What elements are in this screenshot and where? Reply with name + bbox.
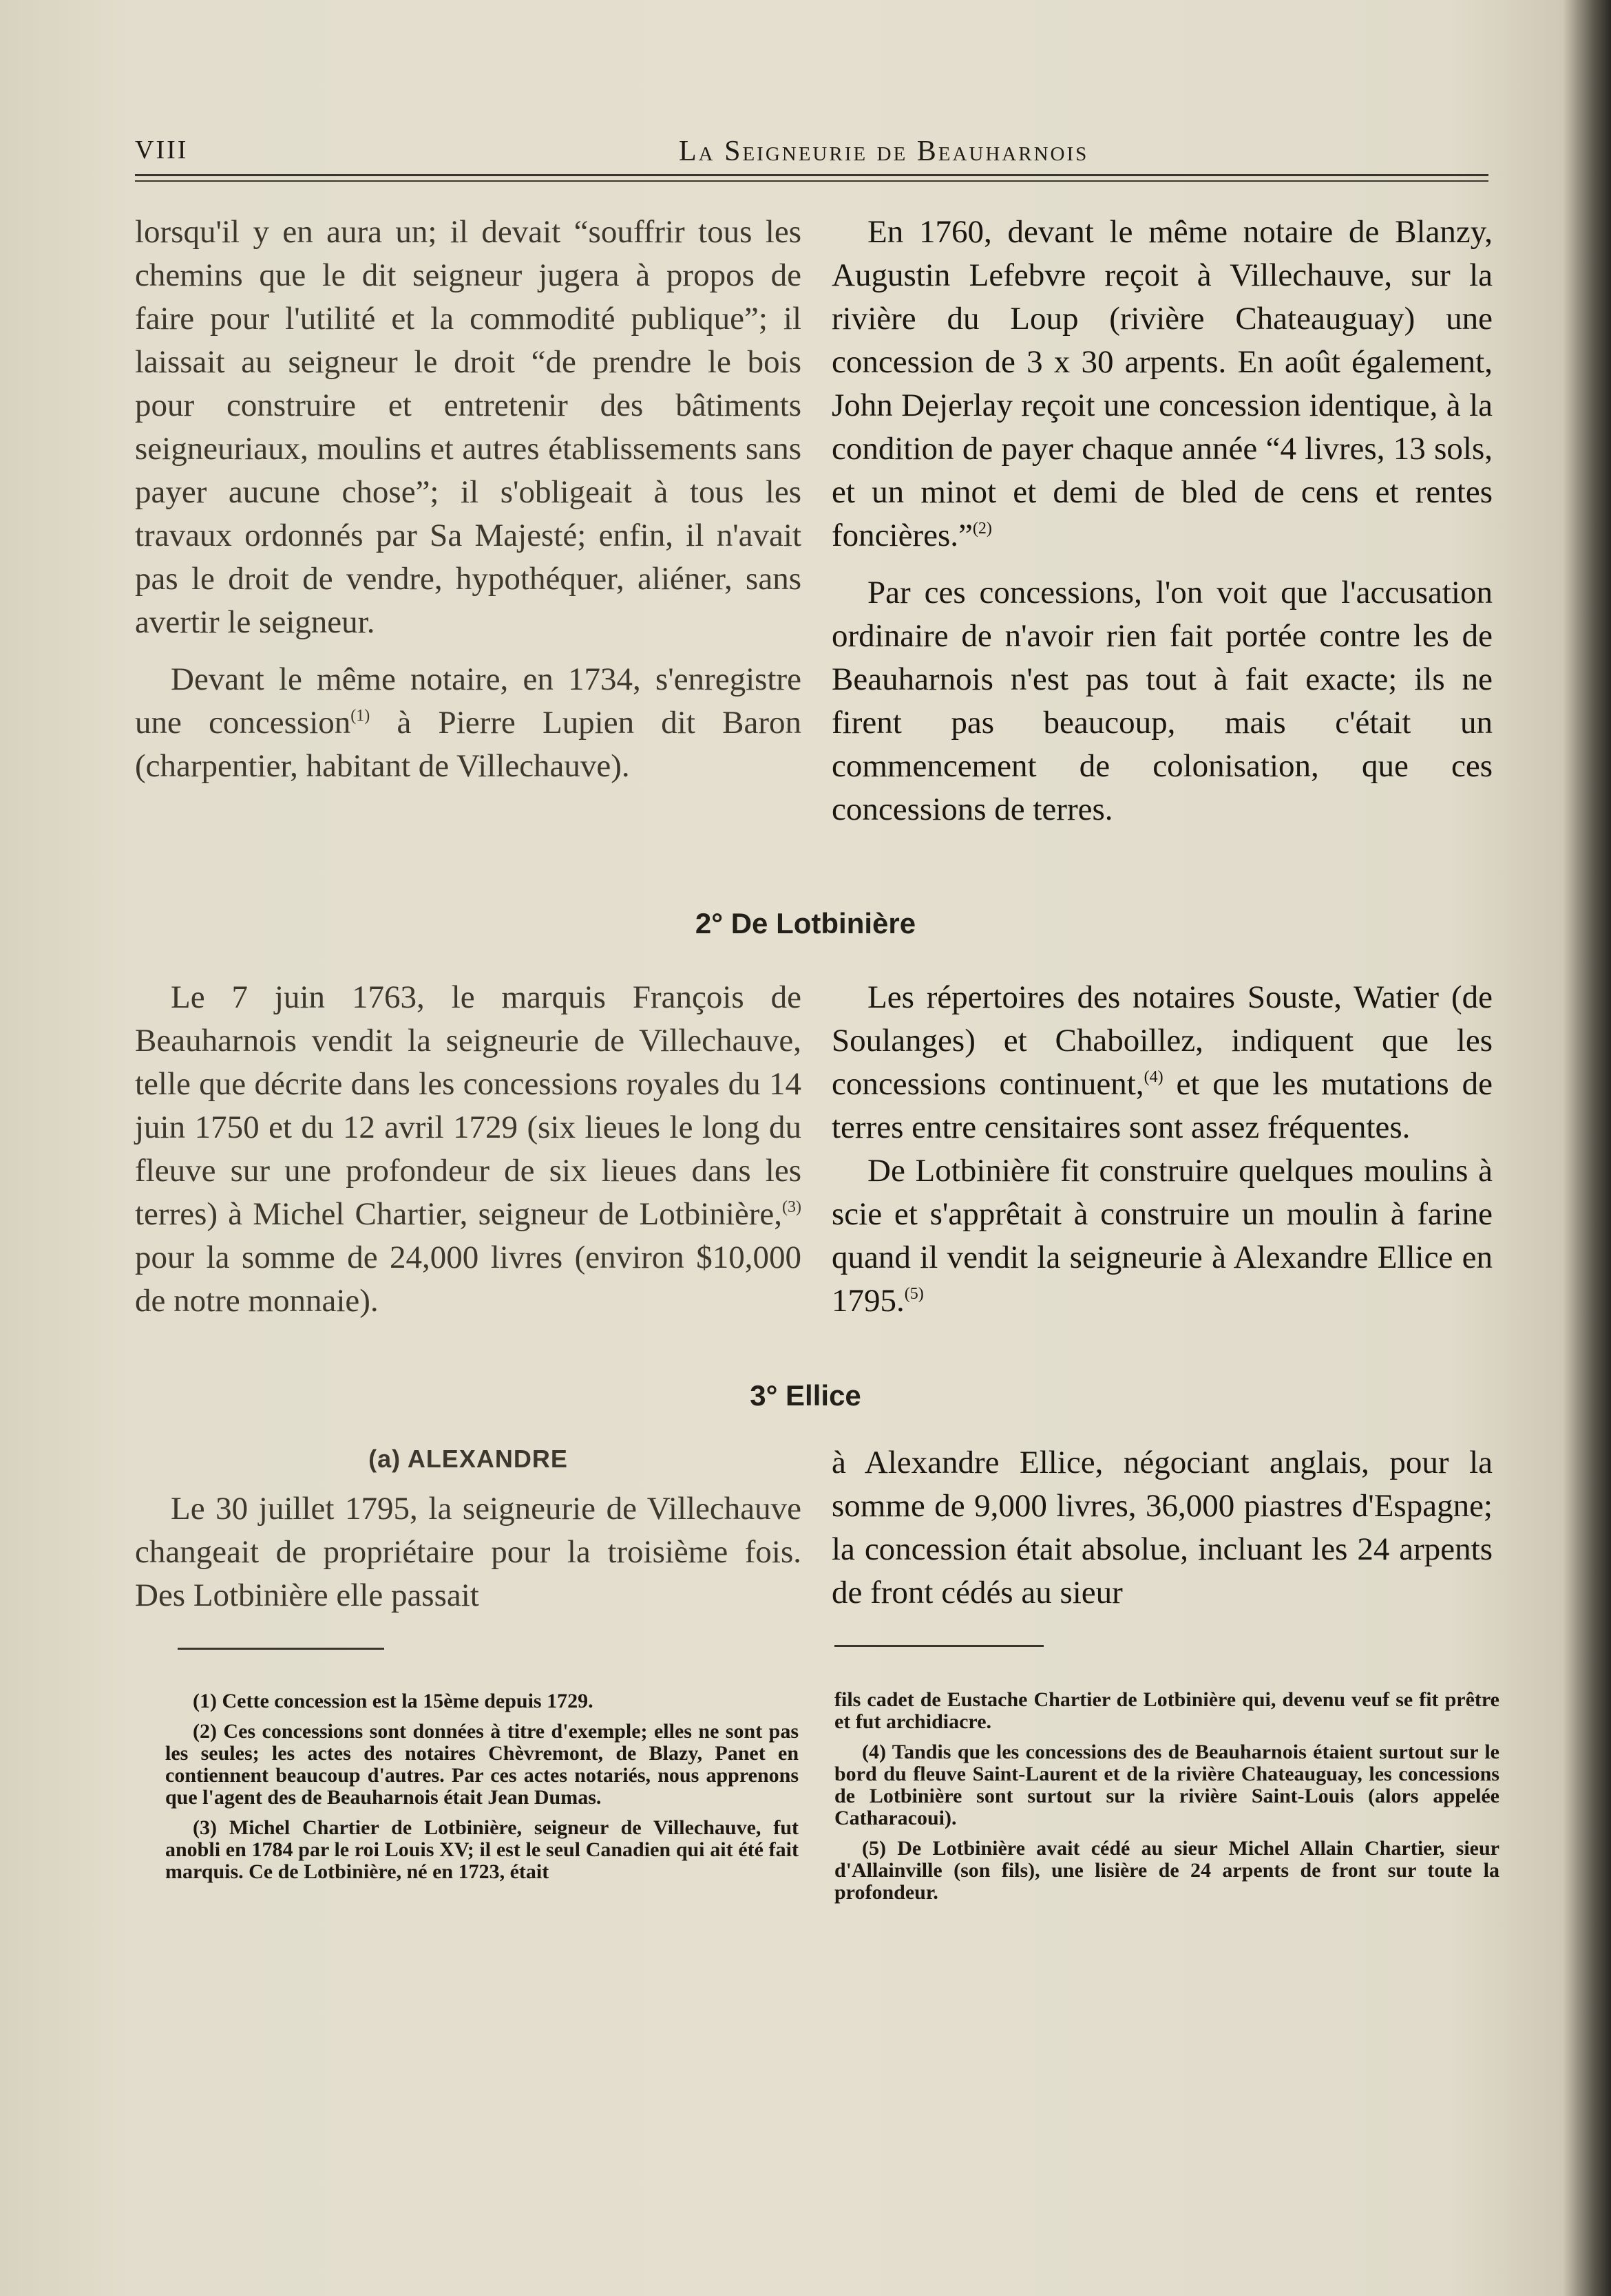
section3-left-column <box>135 1437 801 1617</box>
footnote-5: (5) De Lotbinière avait cédé au sieur Michel Allain Chartier, sieur d'Allainville (son fils), une lisière de 24 arpents de front sur toute la profondeur. <box>834 1837 1499 1904</box>
top-left-column <box>135 211 801 788</box>
footnotes-left <box>165 1690 799 1891</box>
footnote-3: (3) Michel Chartier de Lotbinière, seigneur de Villechauve, fut anobli en 1784 par le roi Louis XV; il est le seul Canadien qui ait été fait marquis. Ce de Lotbinière, né en 1723, était <box>165 1816 799 1883</box>
section2-left-column <box>135 976 801 1323</box>
section2-right-column <box>832 976 1493 1323</box>
subheading-alexandre: (a) ALEXANDRE <box>368 1445 568 1473</box>
paragraph: lorsqu'il y en aura un; il devait “souffrir tous les chemins que le dit seigneur jugera à propos de faire pour l'utilité et la commodité publique”; il laissait au seigneur le droit “de prendre le bois pour construire et entretenir des bâtiments seigneuriaux, moulins et autres établissements sans payer aucune chose”; il s'obligeait à tous les travaux ordonnés par Sa Majesté; enfin, il n'avait pas le droit de vendre, hypothéquer, aliéner, sans avertir le seigneur. <box>135 214 801 640</box>
footnote-rule-left <box>178 1648 384 1650</box>
paragraph: à Alexandre Ellice, négociant anglais, pour la somme de 9,000 livres, 36,000 piastres d'Espagne; la concession était absolue, incluant les 24 arpents de front cédés au sieur <box>832 1445 1493 1611</box>
page-number: VIII <box>135 136 189 164</box>
footnote-3-continued: fils cadet de Eustache Chartier de Lotbinière qui, devenu veuf se fit prêtre et fut archidiacre. <box>834 1688 1499 1733</box>
page-header <box>135 135 1488 169</box>
paragraph: Le 7 juin 1763, le marquis François de Beauharnois vendit la seigneurie de Villechauve, telle que décrite dans les concessions royales du 14 juin 1750 et du 12 avril 1729 (six lieues le long du fleuve sur une profondeur de six lieues dans les terres) à Michel Chartier, seigneur de Lotbinière,$^{(3)}$ pour la somme de 24,000 livres (environ $10,000 de notre monnaie). <box>135 979 801 1319</box>
footnote-rule-right <box>834 1645 1044 1647</box>
top-right-column <box>832 211 1493 831</box>
running-title: La Seigneurie de Beauharnois <box>679 136 1089 167</box>
header-rule-secondary <box>135 180 1488 182</box>
footnote-1: (1) Cette concession est la 15ème depuis 1729. <box>193 1690 593 1712</box>
header-rule <box>135 174 1488 176</box>
paragraph: Par ces concessions, l'on voit que l'accusation ordinaire de n'avoir rien fait portée contre les de Beauharnois n'est pas tout à fait exacte; ils ne firent pas beaucoup, mais c'était un commencement de colonisation, que ces concessions de terres. <box>832 575 1493 827</box>
section3-right-column <box>832 1441 1493 1615</box>
footnotes-right <box>834 1689 1499 1912</box>
paragraph: En 1760, devant le même notaire de Blanzy, Augustin Lefebvre reçoit à Villechauve, sur la rivière du Loup (rivière Chateauguay) une concession de 3 x 30 arpents. En août également, John Dejerlay reçoit une concession identique, à la condition de payer chaque année “4 livres, 13 sols, et un minot et demi de bled de cens et rentes foncières.”$^{(2)}$ <box>832 214 1493 553</box>
footnote-2: (2) Ces concessions sont données à titre d'exemple; elles ne sont pas les seules; les actes des notaires Chèvremont, de Blazy, Panet en contiennent beaucoup d'autres. Par ces actes notariés, nous apprenons que l'agent des de Beauharnois était Jean Dumas. <box>165 1720 799 1809</box>
footnote-4: (4) Tandis que les concessions des de Beauharnois étaient surtout sur le bord du fleuve Saint-Laurent et de la rivière Chateauguay, les concessions de Lotbinière sont surtout sur la rivière Saint-Louis (alors appelée Catharacoui). <box>834 1741 1499 1829</box>
section-heading-ellice: 3° Ellice <box>750 1379 861 1412</box>
paragraph: Devant le même notaire, en 1734, s'enregistre une concession$^{(1)}$ à Pierre Lupien dit Baron (charpentier, habitant de Villechauve). <box>135 661 801 784</box>
section-heading-lotbiniere: 2° De Lotbinière <box>695 907 916 939</box>
paragraph: Le 30 juillet 1795, la seigneurie de Villechauve changeait de propriétaire pour la troisième fois. Des Lotbinière elle passait <box>135 1491 801 1613</box>
paragraph: Les répertoires des notaires Souste, Watier (de Soulanges) et Chaboillez, indiquent que les concessions continuent,$^{(4)}$ et que les mutations de terres entre censitaires sont assez fréquentes. <box>832 979 1493 1145</box>
paragraph: De Lotbinière fit construire quelques moulins à scie et s'apprêtait à construire un moulin à farine quand il vendit la seigneurie à Alexandre Ellice en 1795.$^{(5)}$ <box>832 1153 1493 1319</box>
